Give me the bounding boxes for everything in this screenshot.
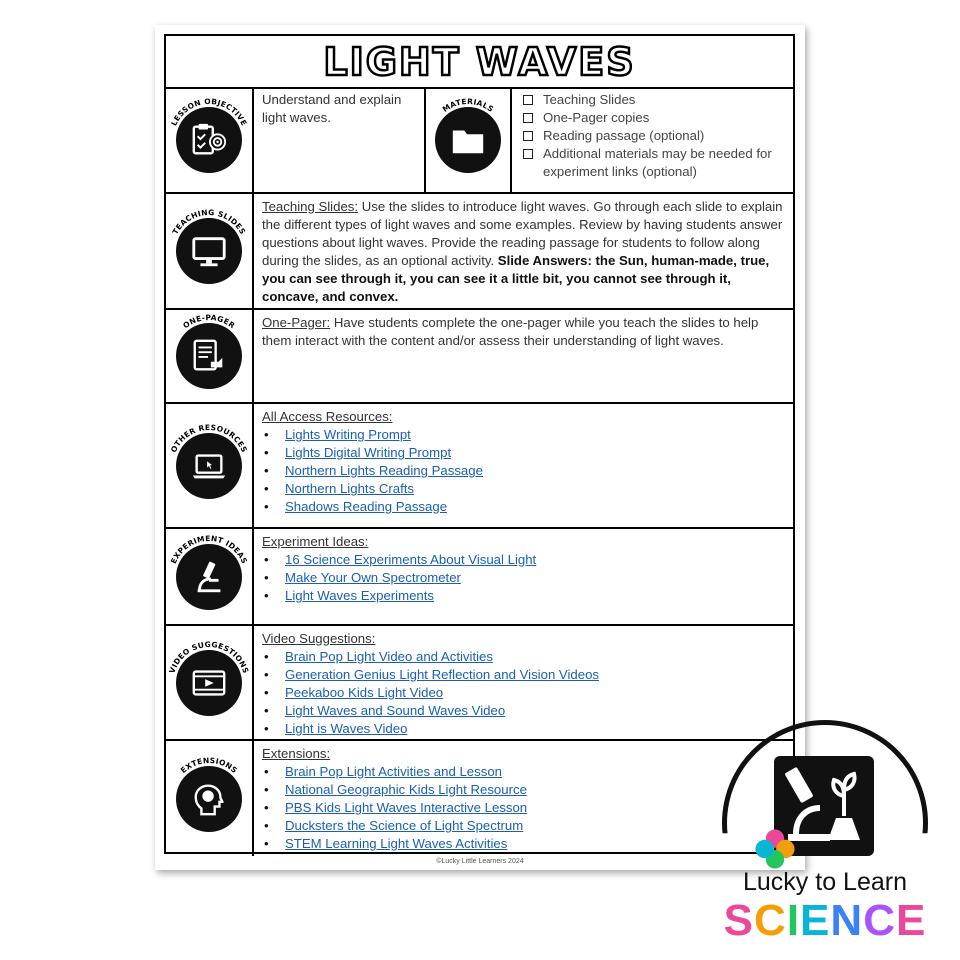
logo-letter: E	[895, 896, 927, 945]
list-item	[262, 781, 785, 799]
list-item	[262, 799, 785, 817]
list-item	[262, 648, 785, 666]
logo-tagline: Lucky to Learn	[743, 868, 907, 896]
experiment-ideas-row	[166, 529, 793, 626]
list-item	[262, 480, 785, 498]
svg-text:EXTENSIONS	[179, 755, 239, 774]
one-pager-row	[166, 310, 793, 404]
list-item	[262, 835, 785, 853]
resource-link[interactable]: Lights Digital Writing Prompt	[285, 445, 452, 460]
video-link[interactable]: Brain Pop Light Video and Activities	[285, 649, 493, 664]
extension-link[interactable]: PBS Kids Light Waves Interactive Lesson	[285, 800, 528, 815]
list-item: Teaching Slides	[520, 91, 785, 109]
video-link[interactable]: Light is Waves Video	[285, 721, 408, 736]
logo-letter: I	[786, 896, 801, 945]
other-resources-badge	[168, 422, 250, 499]
video-suggestions-heading: Video Suggestions:	[262, 631, 376, 646]
list-item: Reading passage (optional)	[520, 127, 785, 145]
extension-link[interactable]: STEM Learning Light Waves Activities	[285, 836, 508, 851]
teaching-slides-badge	[170, 207, 248, 284]
video-suggestions-row	[166, 626, 793, 741]
video-suggestions-label: VIDEO SUGGESTIONS	[167, 639, 251, 674]
experiment-links	[262, 551, 785, 605]
experiment-link[interactable]: Make Your Own Spectrometer	[285, 570, 461, 585]
list-item	[262, 444, 785, 462]
materials-list	[520, 91, 785, 181]
brand-logo	[710, 720, 940, 950]
resource-link[interactable]: Shadows Reading Passage	[285, 499, 448, 514]
teaching-slides-text: Teaching Slides: Use the slides to introduce light waves. Go through each slide to explain the different types of light waves and some examples. Review by having students answer questions about light waves. Provide the reading passage for students to follow along during the slides, as an optional activity. Slide Answers: the Sun, human-made, true, you can see through it, you can see it a little bit, you cannot see through it, concave, and convex.	[262, 199, 783, 304]
list-item	[262, 720, 785, 738]
teaching-slides-heading: Teaching Slides:	[262, 199, 359, 214]
svg-text:VIDEO SUGGESTIONS	[167, 639, 250, 674]
one-pager-label: ONE-PAGER	[181, 312, 237, 331]
one-pager-badge	[176, 312, 242, 389]
objective-text: Understand and explain light waves.	[262, 92, 402, 125]
logo-letter: C	[754, 896, 787, 945]
logo-letter: C	[863, 896, 896, 945]
materials-label: MATERIALS	[440, 96, 496, 114]
lesson-plan-table	[164, 34, 795, 854]
extensions-row	[166, 741, 793, 856]
logo-letter: E	[800, 896, 831, 945]
resource-link[interactable]: Northern Lights Crafts	[285, 481, 414, 496]
extensions-heading: Extensions:	[262, 746, 331, 761]
extensions-label: EXTENSIONS	[178, 755, 240, 775]
experiment-ideas-heading: Experiment Ideas:	[262, 534, 369, 549]
svg-text:EXPERIMENT IDEAS	[169, 533, 249, 564]
svg-text:MATERIALS	[441, 96, 495, 113]
extension-link[interactable]: Brain Pop Light Activities and Lesson	[285, 764, 502, 779]
svg-text:ONE-PAGER	[181, 313, 236, 330]
list-item	[262, 702, 785, 720]
svg-text:TEACHING SLIDES	[171, 208, 248, 236]
copyright-text: ©Lucky Little Learners 2024	[436, 858, 524, 865]
logo-letter: N	[830, 896, 864, 945]
list-item	[262, 569, 785, 587]
other-resources-heading: All Access Resources:	[262, 409, 393, 424]
extension-link[interactable]: National Geographic Kids Light Resource	[285, 782, 527, 797]
video-link[interactable]: Generation Genius Light Reflection and Vision Videos	[285, 667, 600, 682]
list-item	[262, 587, 785, 605]
slide-answers-label: Slide Answers:	[497, 253, 592, 268]
extension-link[interactable]: Ducksters the Science of Light Spectrum	[285, 818, 524, 833]
title-banner	[166, 36, 793, 89]
other-resources-links	[262, 426, 785, 516]
lesson-objective-label: LESSON OBJECTIVE	[169, 96, 249, 127]
list-item: One-Pager copies	[520, 109, 785, 127]
one-pager-text: One-Pager: Have students complete the one-pager while you teach the slides to help them interact with the content and/or assess their understanding of light waves.	[262, 315, 759, 348]
video-link[interactable]: Peekaboo Kids Light Video	[285, 685, 444, 700]
one-pager-heading: One-Pager:	[262, 315, 331, 330]
logo-letter: S	[723, 896, 755, 945]
other-resources-label: OTHER RESOURCES	[168, 422, 250, 454]
objective-row	[166, 87, 793, 194]
list-item	[262, 666, 785, 684]
video-links	[262, 648, 785, 738]
resource-link[interactable]: Northern Lights Reading Passage	[285, 463, 483, 478]
experiment-link[interactable]: Light Waves Experiments	[285, 588, 435, 603]
video-suggestions-badge	[167, 639, 251, 716]
list-item	[262, 551, 785, 569]
list-item: Additional materials may be needed for experiment links (optional)	[520, 145, 785, 181]
teaching-slides-row	[166, 194, 793, 310]
extensions-badge	[176, 755, 242, 832]
list-item	[262, 817, 785, 835]
experiment-ideas-label: EXPERIMENT IDEAS	[168, 533, 250, 565]
extension-links	[262, 763, 785, 853]
page-title: LIGHT WAVES	[323, 39, 636, 84]
list-item	[262, 462, 785, 480]
clover-icon	[752, 826, 798, 872]
svg-text:OTHER RESOURCES	[169, 422, 249, 453]
list-item	[262, 684, 785, 702]
logo-science-word	[710, 896, 940, 946]
list-item	[262, 763, 785, 781]
other-resources-row	[166, 404, 793, 529]
experiment-ideas-badge	[168, 533, 250, 610]
list-item	[262, 498, 785, 516]
teaching-slides-label: TEACHING SLIDES	[170, 207, 248, 237]
list-item	[262, 426, 785, 444]
materials-badge	[435, 96, 501, 173]
lesson-objective-badge	[169, 96, 249, 173]
experiment-link[interactable]: 16 Science Experiments About Visual Light	[285, 552, 537, 567]
svg-text:LESSON OBJECTIVE	[169, 96, 248, 126]
video-link[interactable]: Light Waves and Sound Waves Video	[285, 703, 506, 718]
resource-link[interactable]: Lights Writing Prompt	[285, 427, 411, 442]
